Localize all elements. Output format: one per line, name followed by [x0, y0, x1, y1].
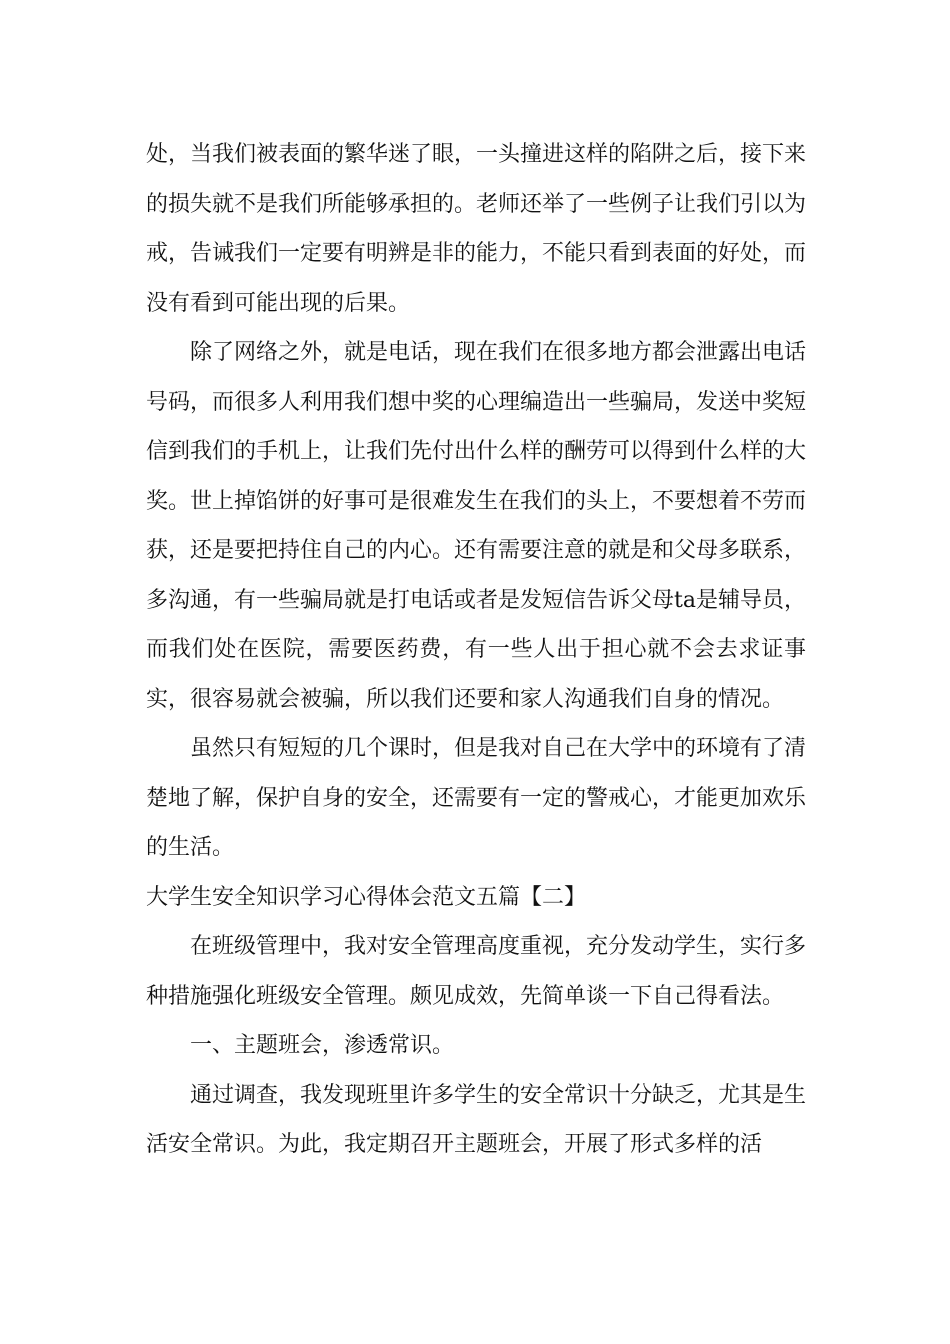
paragraph-survey: 通过调查，我发现班里许多学生的安全常识十分缺乏，尤其是生活安全常识。为此，我定期召开主题班会，开展了形式多样的活	[146, 1082, 807, 1157]
paragraph-continuation: 处，当我们被表面的繁华迷了眼，一头撞进这样的陷阱之后，接下来的损失就不是我们所能够承担的。老师还举了一些例子让我们引以为戒，告诫我们一定要有明辨是非的能力，不能只看到表面的好处，而没有看到可能出现的后果。	[146, 142, 807, 316]
document-body	[146, 130, 806, 1170]
paragraph-class-management: 在班级管理中，我对安全管理高度重视，充分发动学生，实行多种措施强化班级安全管理。颇见成效，先简单谈一下自己得看法。	[146, 934, 807, 1009]
subheading-theme-meeting: 一、主题班会，渗透常识。	[190, 1033, 455, 1058]
paragraph-phone-scams: 除了网络之外，就是电话，现在我们在很多地方都会泄露出电话号码，而很多人利用我们想中奖的心理编造出一些骗局，发送中奖短信到我们的手机上，让我们先付出什么样的酬劳可以得到什么样的大奖。世上掉馅饼的好事可是很难发生在我们的头上，不要想着不劳而获，还是要把持住自己的内心。还有需要注意的就是和父母多联系，多沟通，有一些骗局就是打电话或者是发短信告诉父母ta是辅导员，而我们处在医院，需要医药费，有一些人出于担心就不会去求证事实，很容易就会被骗，所以我们还要和家人沟通我们自身的情况。	[146, 340, 807, 712]
section-heading: 大学生安全知识学习心得体会范文五篇【二】	[146, 884, 587, 910]
paragraph-conclusion: 虽然只有短短的几个课时，但是我对自己在大学中的环境有了清楚地了解，保护自身的安全，还需要有一定的警戒心，才能更加欢乐的生活。	[146, 736, 807, 860]
